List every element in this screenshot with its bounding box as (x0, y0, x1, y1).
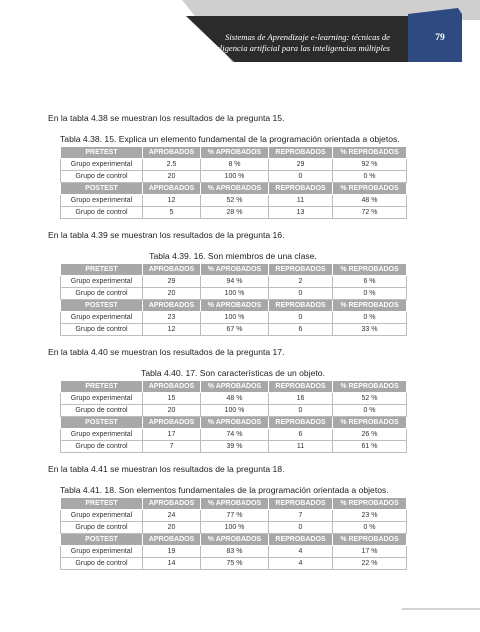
table-row (61, 207, 407, 219)
pct-aprobados-cell: 100 % (201, 171, 269, 183)
aprobados-cell: 12 (143, 195, 201, 207)
pct-reprobados-cell: 0 % (333, 522, 407, 534)
group-cell: Grupo de control (61, 288, 143, 300)
col-header-pct-reprobados: % REPROBADOS (333, 498, 407, 510)
table-block-4-39 (60, 251, 406, 336)
pct-aprobados-cell: 48 % (201, 393, 269, 405)
group-cell: Grupo de control (61, 558, 143, 570)
reprobados-cell: 11 (269, 441, 333, 453)
posttest-header: POSTEST (61, 300, 143, 312)
pct-aprobados-cell: 100 % (201, 405, 269, 417)
col-header-aprobados: APROBADOS (143, 498, 201, 510)
reprobados-cell: 0 (269, 288, 333, 300)
aprobados-cell: 29 (143, 276, 201, 288)
reprobados-cell: 2 (269, 276, 333, 288)
table-row (61, 546, 407, 558)
aprobados-cell: 15 (143, 393, 201, 405)
page-header (0, 0, 480, 72)
reprobados-cell: 6 (269, 324, 333, 336)
pretest-header: PRETEST (61, 381, 143, 393)
pct-aprobados-cell: 74 % (201, 429, 269, 441)
reprobados-cell: 11 (269, 195, 333, 207)
reprobados-cell: 4 (269, 546, 333, 558)
table-caption-4-39: Tabla 4.39. 16. Son miembros de una clase. (149, 251, 317, 261)
pct-aprobados-cell: 39 % (201, 441, 269, 453)
table-block-4-41 (60, 485, 406, 570)
group-cell: Grupo experimental (61, 510, 143, 522)
group-cell: Grupo de control (61, 171, 143, 183)
table-row (61, 429, 407, 441)
group-cell: Grupo de control (61, 207, 143, 219)
col-header-reprobados: REPROBADOS (269, 300, 333, 312)
pct-reprobados-cell: 92 % (333, 159, 407, 171)
aprobados-cell: 17 (143, 429, 201, 441)
pct-aprobados-cell: 28 % (201, 207, 269, 219)
reprobados-cell: 0 (269, 312, 333, 324)
aprobados-cell: 2.5 (143, 159, 201, 171)
table-block-4-38 (60, 134, 406, 219)
col-header-pct-aprobados: % APROBADOS (201, 417, 269, 429)
table-header-row (61, 183, 407, 195)
aprobados-cell: 20 (143, 522, 201, 534)
aprobados-cell: 14 (143, 558, 201, 570)
col-header-aprobados: APROBADOS (143, 534, 201, 546)
intro-paragraph-4-40: En la tabla 4.40 se muestran los resultados de la pregunta 17. (48, 347, 285, 357)
group-cell: Grupo de control (61, 441, 143, 453)
col-header-pct-aprobados: % APROBADOS (201, 498, 269, 510)
table-row (61, 171, 407, 183)
reprobados-cell: 29 (269, 159, 333, 171)
footer-rule (402, 608, 480, 610)
intro-paragraph-4-39: En la tabla 4.39 se muestran los resultados de la pregunta 16. (48, 230, 285, 240)
aprobados-cell: 19 (143, 546, 201, 558)
pretest-header: PRETEST (61, 264, 143, 276)
table-caption-4-38: Tabla 4.38. 15. Explica un elemento fundamental de la programación orientada a objetos. (60, 134, 400, 144)
pct-aprobados-cell: 52 % (201, 195, 269, 207)
reprobados-cell: 6 (269, 429, 333, 441)
posttest-header: POSTEST (61, 417, 143, 429)
col-header-aprobados: APROBADOS (143, 264, 201, 276)
pct-aprobados-cell: 100 % (201, 288, 269, 300)
pct-reprobados-cell: 6 % (333, 276, 407, 288)
pct-reprobados-cell: 0 % (333, 171, 407, 183)
group-cell: Grupo experimental (61, 546, 143, 558)
col-header-pct-reprobados: % REPROBADOS (333, 147, 407, 159)
table-row (61, 276, 407, 288)
posttest-header: POSTEST (61, 183, 143, 195)
pct-reprobados-cell: 48 % (333, 195, 407, 207)
intro-paragraph-4-41: En la tabla 4.41 se muestran los resultados de la pregunta 18. (48, 464, 285, 474)
table-row (61, 312, 407, 324)
aprobados-cell: 5 (143, 207, 201, 219)
group-cell: Grupo experimental (61, 312, 143, 324)
pct-aprobados-cell: 83 % (201, 546, 269, 558)
group-cell: Grupo de control (61, 522, 143, 534)
reprobados-cell: 4 (269, 558, 333, 570)
reprobados-cell: 7 (269, 510, 333, 522)
pct-reprobados-cell: 0 % (333, 288, 407, 300)
page-content (48, 113, 428, 581)
pct-reprobados-cell: 61 % (333, 441, 407, 453)
col-header-reprobados: REPROBADOS (269, 534, 333, 546)
running-title-line-1: Sistemas de Aprendizaje e-learning: técnicas de (225, 32, 390, 42)
group-cell: Grupo experimental (61, 276, 143, 288)
col-header-pct-reprobados: % REPROBADOS (333, 381, 407, 393)
table-header-row (61, 147, 407, 159)
results-table-4-40 (60, 380, 407, 453)
table-row (61, 510, 407, 522)
col-header-reprobados: REPROBADOS (269, 264, 333, 276)
pct-aprobados-cell: 100 % (201, 312, 269, 324)
page-number: 79 (435, 33, 445, 43)
col-header-pct-aprobados: % APROBADOS (201, 300, 269, 312)
col-header-reprobados: REPROBADOS (269, 381, 333, 393)
aprobados-cell: 20 (143, 405, 201, 417)
group-cell: Grupo de control (61, 405, 143, 417)
col-header-aprobados: APROBADOS (143, 183, 201, 195)
running-title (150, 32, 390, 54)
col-header-pct-aprobados: % APROBADOS (201, 183, 269, 195)
table-row (61, 195, 407, 207)
pct-aprobados-cell: 75 % (201, 558, 269, 570)
table-header-row (61, 300, 407, 312)
pct-aprobados-cell: 8 % (201, 159, 269, 171)
reprobados-cell: 13 (269, 207, 333, 219)
pretest-header: PRETEST (61, 147, 143, 159)
col-header-pct-reprobados: % REPROBADOS (333, 264, 407, 276)
col-header-aprobados: APROBADOS (143, 381, 201, 393)
aprobados-cell: 12 (143, 324, 201, 336)
results-table-4-38 (60, 146, 407, 219)
table-row (61, 558, 407, 570)
table-header-row (61, 417, 407, 429)
group-cell: Grupo experimental (61, 393, 143, 405)
table-row (61, 393, 407, 405)
intro-paragraph-4-38: En la tabla 4.38 se muestran los resultados de la pregunta 15. (48, 113, 285, 123)
group-cell: Grupo experimental (61, 159, 143, 171)
col-header-aprobados: APROBADOS (143, 147, 201, 159)
aprobados-cell: 20 (143, 171, 201, 183)
pct-reprobados-cell: 0 % (333, 405, 407, 417)
pct-reprobados-cell: 17 % (333, 546, 407, 558)
pct-reprobados-cell: 33 % (333, 324, 407, 336)
aprobados-cell: 23 (143, 312, 201, 324)
table-row (61, 522, 407, 534)
table-row (61, 441, 407, 453)
pct-reprobados-cell: 72 % (333, 207, 407, 219)
pct-aprobados-cell: 100 % (201, 522, 269, 534)
group-cell: Grupo de control (61, 324, 143, 336)
aprobados-cell: 24 (143, 510, 201, 522)
aprobados-cell: 20 (143, 288, 201, 300)
table-row (61, 405, 407, 417)
running-title-line-2: inteligencia artificial para las inteligencias múltiples (206, 43, 390, 53)
group-cell: Grupo experimental (61, 429, 143, 441)
pct-aprobados-cell: 94 % (201, 276, 269, 288)
pct-reprobados-cell: 52 % (333, 393, 407, 405)
pct-aprobados-cell: 77 % (201, 510, 269, 522)
pct-reprobados-cell: 23 % (333, 510, 407, 522)
col-header-pct-aprobados: % APROBADOS (201, 381, 269, 393)
col-header-reprobados: REPROBADOS (269, 498, 333, 510)
pct-reprobados-cell: 26 % (333, 429, 407, 441)
results-table-4-41 (60, 497, 407, 570)
pct-aprobados-cell: 67 % (201, 324, 269, 336)
col-header-pct-aprobados: % APROBADOS (201, 534, 269, 546)
reprobados-cell: 16 (269, 393, 333, 405)
table-row (61, 288, 407, 300)
reprobados-cell: 0 (269, 171, 333, 183)
reprobados-cell: 0 (269, 522, 333, 534)
table-block-4-40 (60, 368, 406, 453)
col-header-pct-aprobados: % APROBADOS (201, 147, 269, 159)
table-caption-4-41: Tabla 4.41. 18. Son elementos fundamentales de la programación orientada a objetos. (60, 485, 389, 495)
pct-reprobados-cell: 22 % (333, 558, 407, 570)
col-header-pct-reprobados: % REPROBADOS (333, 417, 407, 429)
posttest-header: POSTEST (61, 534, 143, 546)
pct-reprobados-cell: 0 % (333, 312, 407, 324)
pretest-header: PRETEST (61, 498, 143, 510)
table-header-row (61, 534, 407, 546)
col-header-pct-reprobados: % REPROBADOS (333, 300, 407, 312)
results-table-4-39 (60, 263, 407, 336)
table-header-row (61, 498, 407, 510)
col-header-aprobados: APROBADOS (143, 300, 201, 312)
table-header-row (61, 264, 407, 276)
col-header-pct-reprobados: % REPROBADOS (333, 534, 407, 546)
table-header-row (61, 381, 407, 393)
reprobados-cell: 0 (269, 405, 333, 417)
col-header-reprobados: REPROBADOS (269, 183, 333, 195)
group-cell: Grupo experimental (61, 195, 143, 207)
table-row (61, 159, 407, 171)
col-header-pct-aprobados: % APROBADOS (201, 264, 269, 276)
col-header-reprobados: REPROBADOS (269, 147, 333, 159)
table-caption-4-40: Tabla 4.40. 17. Son características de un objeto. (141, 368, 325, 378)
col-header-pct-reprobados: % REPROBADOS (333, 183, 407, 195)
table-row (61, 324, 407, 336)
aprobados-cell: 7 (143, 441, 201, 453)
col-header-aprobados: APROBADOS (143, 417, 201, 429)
col-header-reprobados: REPROBADOS (269, 417, 333, 429)
